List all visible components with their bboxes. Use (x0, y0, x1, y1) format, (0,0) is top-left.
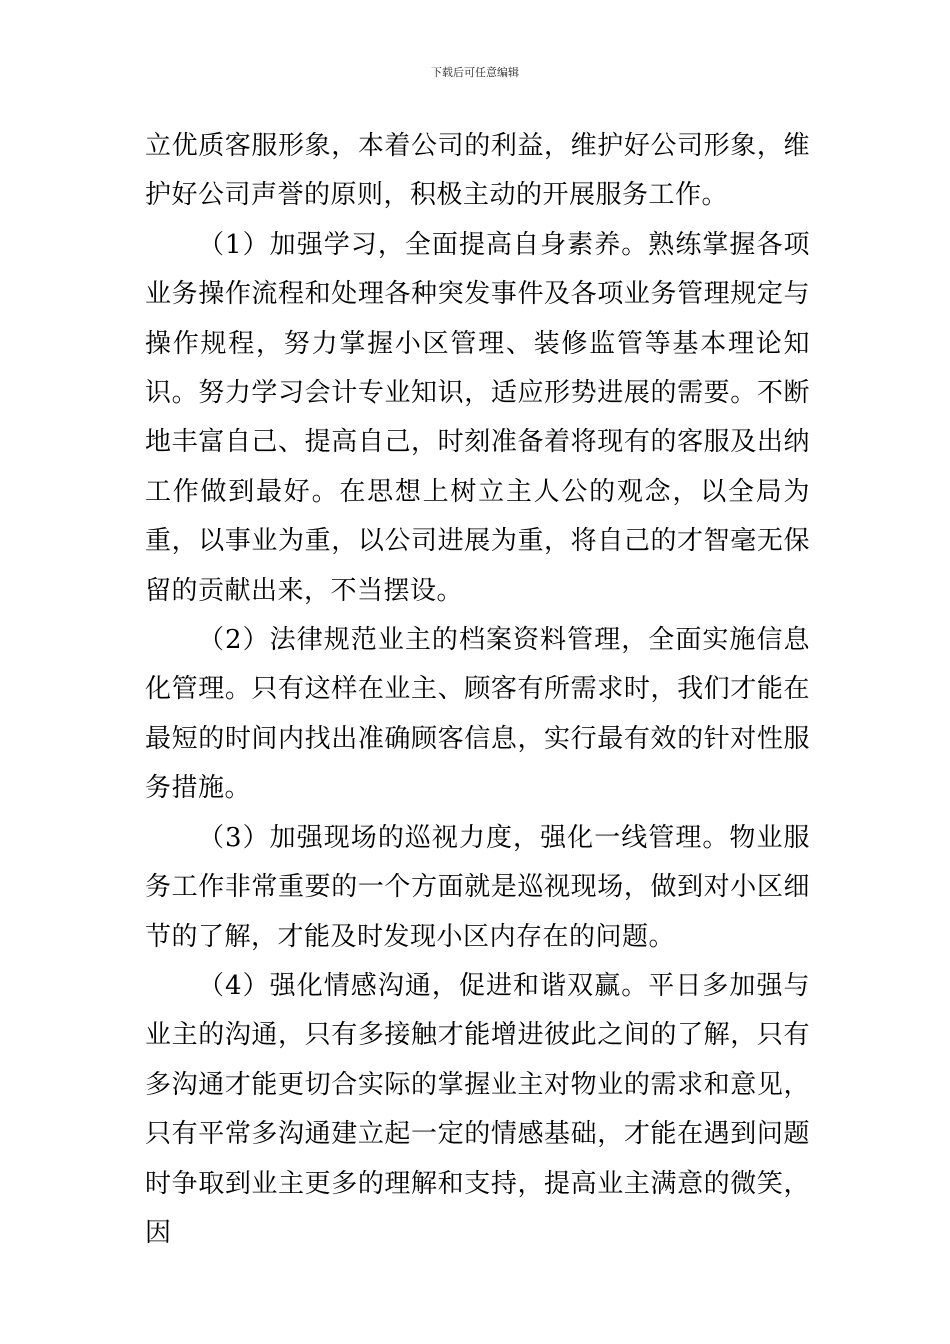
paragraph-line: 管理。只有这样在业主、顾客有所需求时，我们才能在最 (145, 674, 810, 754)
paragraph-line: 立优质客服形象，本着公司的利益，维护好公司形象，维 (145, 131, 810, 161)
paragraph-line: 献出来，不当摆设。 (224, 575, 464, 606)
paragraph-line: （2）法律规范业主的档案资料管理，全面实施信息化 (145, 625, 810, 705)
paragraph-item-4 (145, 962, 810, 1258)
paragraph-line: 措施。 (171, 773, 252, 804)
paragraph-line: （1）加强学习，全面提高自身素养。熟练掌握各项业 (145, 229, 810, 310)
paragraph-line: 沟通才能更切合实际的掌握业主对物业的需求和意见，只 (145, 1069, 810, 1150)
paragraph-line: 工作非常重要的一个方面就是巡视现场，做到对小区细节 (145, 872, 810, 952)
paragraph-line: 主的沟通，只有多接触才能增进彼此之间的了解，只有多 (145, 1020, 810, 1100)
paragraph-item-3 (145, 814, 810, 962)
paragraph-line: 有平常多沟通建立起一定的情感基础，才能在遇到问题时 (145, 1119, 810, 1199)
paragraph-item-1 (145, 221, 810, 616)
paragraph-line: （4）强化情感沟通，促进和谐双赢。平日多加强与业 (145, 970, 810, 1051)
paragraph-item-2 (145, 616, 810, 814)
paragraph-line: 务操作流程和处理各种突发事件及各项业务管理规定与操 (145, 279, 810, 359)
paragraph-line: 护好公司声誉的原则，积极主动的开展服务工作。 (145, 180, 729, 211)
paragraph-line: 努力学习会计专业知识，适应形势进展的需要。不断地丰 (145, 378, 810, 458)
paragraph-line: 作规程，努力掌握小区管理、装修监管等基本理论知识。 (145, 328, 810, 409)
paragraph-line: 的了解，才能及时发现小区内存在的问题。 (171, 921, 676, 952)
paragraph-line: 短的时间内找出准确顾客信息，实行最有效的针对性服务 (145, 723, 810, 804)
page-header: 下载后可任意编辑 (431, 66, 519, 79)
paragraph-line: 富自己、提高自己，时刻准备着将现有的客服及出纳工作 (145, 427, 810, 507)
paragraph-line: 做到最好。在思想上树立主人公的观念，以全局为重，以 (145, 476, 810, 557)
paragraph-intro-continuation (145, 122, 810, 221)
paragraph-line: 事业为重，以公司进展为重，将自己的才智毫无保留的贡 (145, 526, 810, 606)
paragraph-line: 争取到业主更多的理解和支持，提高业主满意的微笑，因 (145, 1168, 810, 1248)
paragraph-line: （3）加强现场的巡视力度，强化一线管理。物业服务 (145, 822, 810, 903)
document-body (145, 122, 810, 1258)
